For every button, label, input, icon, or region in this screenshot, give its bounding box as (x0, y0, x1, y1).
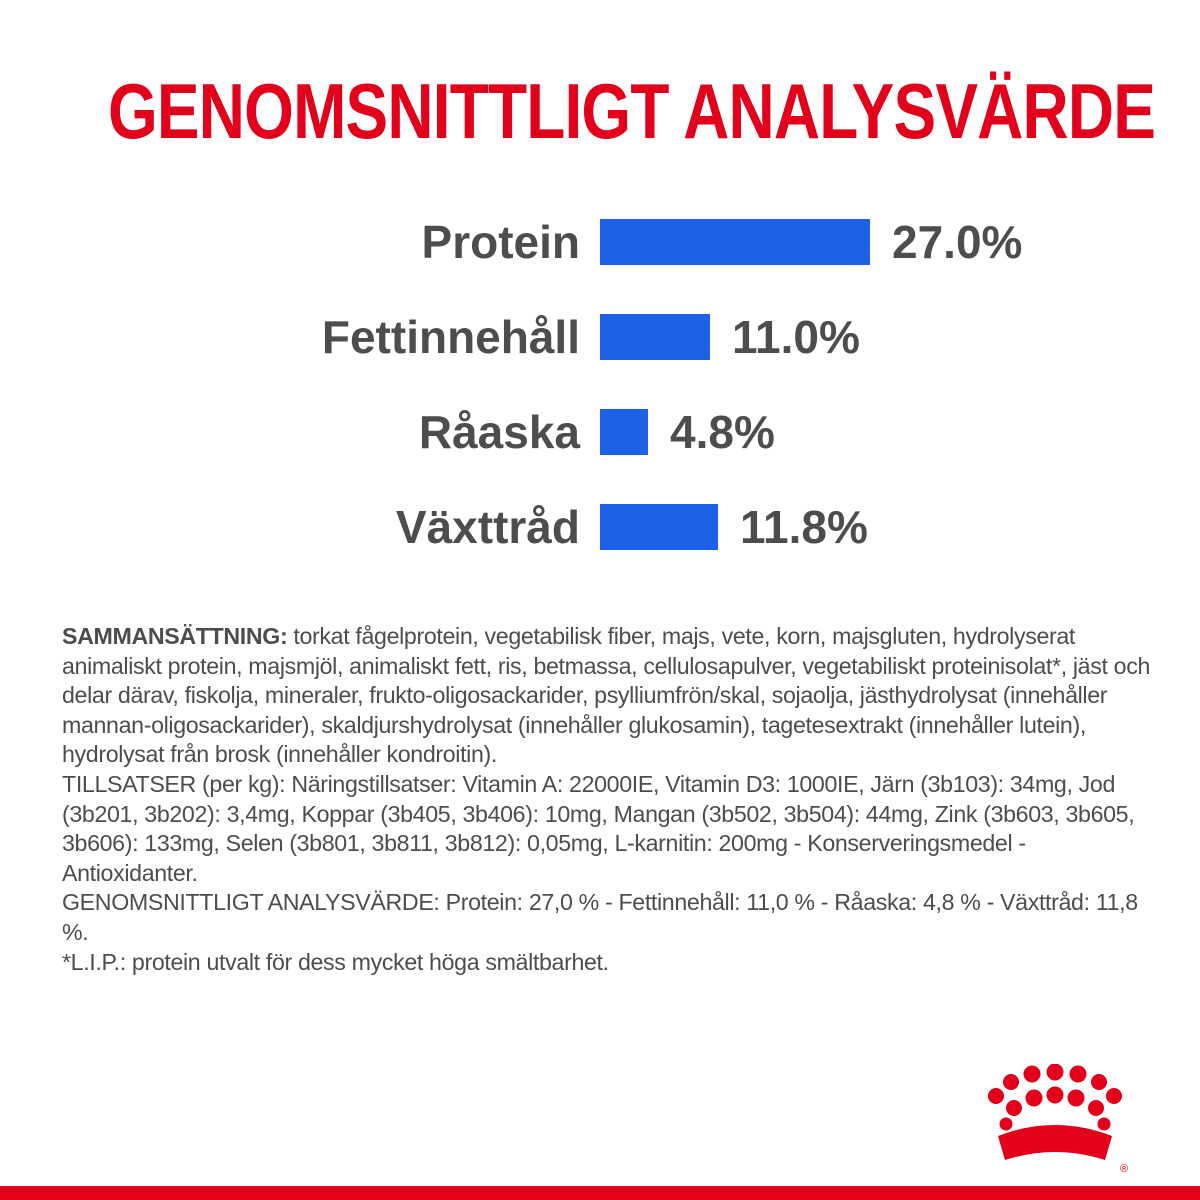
bar (600, 219, 870, 265)
page-title: GENOMSNITTLIGT ANALYSVÄRDE (108, 67, 1156, 155)
analysis-paragraph: GENOMSNITTLIGT ANALYSVÄRDE: Protein: 27,0 % - Fettinnehåll: 11,0 % - Råaska: 4,8 % - Växttråd: 11,8 %. (62, 889, 1138, 945)
bar (600, 409, 648, 455)
composition-text (62, 622, 1152, 977)
bar-category-label: Fettinnehåll (321, 311, 580, 363)
bar-category-label: Råaska (418, 406, 580, 458)
bar-value-label: 4.8% (670, 406, 775, 458)
ingredients-paragraph (62, 622, 1152, 770)
bar-value-label: 11.0% (732, 311, 860, 363)
bar-category-label: Växttråd (395, 501, 580, 553)
bar (600, 314, 710, 360)
registered-mark: ® (1120, 1163, 1129, 1175)
ingredients-list: torkat fågelprotein, vegetabilisk fiber, majs, vete, korn, majsgluten, hydrolyserat animaliskt protein, majsmjöl, animaliskt fett, ris, betmassa, cellulosapulver, vegetabiliskt proteinisolat*, jäst och delar därav, fiskolja, mineraler, frukto-oligosackarider, psylliumfrön/skal, sojaolja, jästhydrolysat (innehåller mannan-oligosackarider), skaldjurshydrolysat (innehåller glukosamin), tagetesextrakt (innehåller lutein), hydrolysat från brosk (innehåller kondroitin). (62, 623, 1150, 768)
footnote-paragraph: *L.I.P.: protein utvalt för dess mycket höga smältbarhet. (62, 948, 609, 975)
bar-value-label: 27.0% (892, 216, 1023, 268)
crown-logo-icon (984, 1064, 1134, 1180)
bar-value-label: 11.8% (740, 501, 868, 553)
composition-heading: SAMMANSÄTTNING: (62, 623, 288, 649)
bar (600, 504, 718, 550)
additives-paragraph: TILLSATSER (per kg): Näringstillsatser: Vitamin A: 22000IE, Vitamin D3: 1000IE, Järn (3b103): 34mg, Jod (3b201, 3b202): 3,4mg, Koppar (3b405, 3b406): 10mg, Mangan (3b502, 3b504): 44mg, Zink (3b603, 3b605, 3b606): 133mg, Selen (3b801, 3b811, 3b812): 0,05mg, L-karnitin: 200mg - Konserveringsmedel - Antioxidanter. (62, 770, 1135, 886)
brand-bottom-bar (0, 1186, 1200, 1200)
analysis-bar-chart (0, 190, 1200, 570)
bar-category-label: Protein (421, 216, 580, 268)
